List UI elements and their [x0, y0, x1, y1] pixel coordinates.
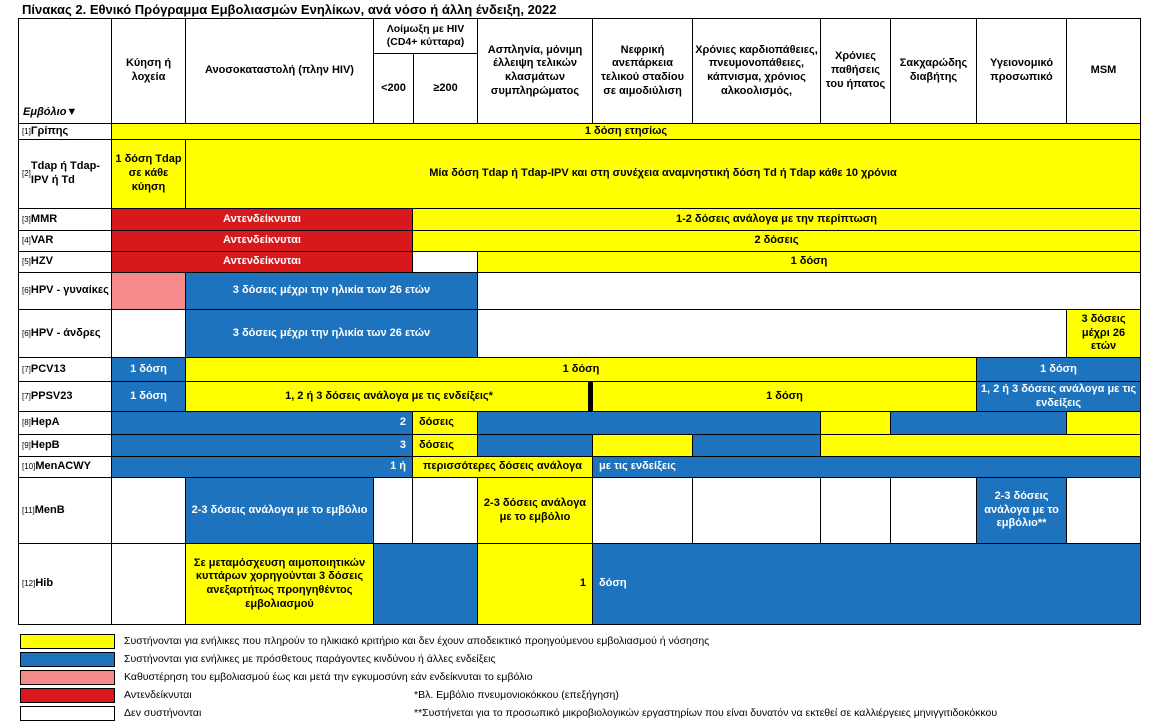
hepa-yellow-msm — [1066, 411, 1141, 435]
menacwy-3: με τις ενδείξεις — [592, 456, 1141, 478]
row-label-mmr — [18, 208, 112, 231]
vaccine-name: HPV - γυναίκες — [30, 284, 109, 297]
header-msm: MSM — [1066, 18, 1141, 124]
menacwy-1: 1 ή — [111, 456, 413, 478]
menb-empty-2 — [412, 477, 478, 544]
mmr-recommendation: 1-2 δόσεις ανάλογα με την περίπτωση — [412, 208, 1141, 231]
menb-empty-4 — [692, 477, 821, 544]
menacwy-2: περισσότερες δόσεις ανάλογα — [412, 456, 593, 478]
vaccine-name: PCV13 — [30, 362, 66, 375]
header-healthcare: Υγειονομικό προσωπικό — [976, 18, 1067, 124]
var-contraindicated: Αντενδείκνυται — [111, 230, 413, 252]
hib-dose-word: δόση — [592, 543, 1141, 625]
row-label-var — [18, 230, 112, 252]
menb-empty-5 — [820, 477, 891, 544]
menb-empty-3 — [592, 477, 693, 544]
hzv-hiv-ge200-empty — [412, 251, 478, 273]
row-label-hepb — [18, 434, 112, 457]
legend-text: Καθυστέρηση του εμβολιασμού έως και μετά την εγκυμοσύνη εάν ενδείκνυται το εμβόλιο — [124, 671, 533, 683]
legend-swatch-blue — [20, 652, 115, 667]
hpv-men-msm: 3 δόσεις μέχρι 26 ετών — [1066, 309, 1141, 358]
header-hiv-below-200: <200 — [374, 54, 414, 124]
flu-recommendation: 1 δόση ετησίως — [111, 123, 1141, 140]
legend-swatch-white — [20, 706, 115, 721]
row-label-menb — [18, 477, 112, 544]
footnote-ref: [11] — [22, 505, 35, 515]
legend-swatch-pink — [20, 670, 115, 685]
vaccine-name: HepA — [30, 416, 60, 429]
row-label-flu — [18, 123, 112, 140]
var-recommendation: 2 δόσεις — [412, 230, 1141, 252]
vaccine-name: PPSV23 — [30, 389, 73, 402]
menb-immuno: 2-3 δόσεις ανάλογα με το εμβόλιο — [185, 477, 374, 544]
vaccine-name: Γρίπης — [30, 124, 69, 137]
footnote-ref: [7] — [22, 364, 31, 374]
hpv-women-recommendation: 3 δόσεις μέχρι την ηλικία των 26 ετών — [185, 272, 478, 310]
hepb-blue-2 — [477, 434, 593, 457]
hepb-yellow-rest — [820, 434, 1141, 457]
hepb-blue-3 — [692, 434, 821, 457]
ppsv23-pregnancy: 1 δόση — [111, 381, 186, 412]
header-immunosuppression: Ανοσοκαταστολή (πλην HIV) — [185, 18, 374, 124]
hib-preg-empty — [111, 543, 186, 625]
row-label-ppsv23 — [18, 381, 112, 412]
header-liver: Χρόνιες παθήσεις του ήπατος — [820, 18, 891, 124]
footnote-2: **Συστήνεται για το προσωπικό μικροβιολογικών εργαστηρίων που είναι δυνατόν να εκτεθεί σε καλλιέργειες μηνιγγιτιδοκόκκου — [414, 707, 998, 719]
hepa-number: 2 — [111, 411, 413, 435]
footnote-ref: [1] — [22, 126, 31, 136]
legend-text: Αντενδείκνυται — [124, 689, 192, 701]
header-diabetes: Σακχαρώδης διαβήτης — [890, 18, 977, 124]
header-asplenia: Ασπληνία, μόνιμη έλλειψη τελικών κλασμάτων συμπληρώματος — [477, 18, 593, 124]
page-title: Πίνακας 2. Εθνικό Πρόγραμμα Εμβολιασμών Ενηλίκων, ανά νόσο ή άλλη ένδειξη, 2022 — [22, 2, 557, 17]
row-label-hzv — [18, 251, 112, 273]
header-hiv: Λοίμωξη με HIV (CD4+ κύτταρα) — [374, 19, 477, 54]
ppsv23-recommendation-2: 1 δόση — [592, 381, 977, 412]
row-label-tdap — [18, 139, 112, 209]
menb-preg-empty — [111, 477, 186, 544]
hepa-blue-3 — [890, 411, 1067, 435]
tdap-recommendation: Μία δόση Tdap ή Tdap-IPV και στη συνέχεια αναμνηστική δόση Td ή Tdap κάθε 10 χρόνια — [185, 139, 1141, 209]
hib-immuno: Σε μεταμόσχευση αιμοποιητικών κυττάρων χορηγούνται 3 δόσεις ανεξαρτήτως προηγηθέντος εμβολιασμού — [185, 543, 374, 625]
row-label-hpvm — [18, 309, 112, 358]
pcv13-health-msm: 1 δόση — [976, 357, 1141, 382]
header-pregnancy: Κύηση ή λοχεία — [111, 18, 186, 124]
hzv-contraindicated: Αντενδείκνυται — [111, 251, 413, 273]
vaccine-name: Hib — [35, 577, 54, 590]
row-label-hpvw — [18, 272, 112, 310]
legend-swatch-yellow — [20, 634, 115, 649]
hepa-blue-2 — [477, 411, 821, 435]
legend-text: Συστήνονται για ενήλικες που πληρούν το ηλικιακό κριτήριο και δεν έχουν αποδεικτικό προηγούμενου εμβολιασμού ή νόσησης — [124, 635, 710, 647]
ppsv23-recommendation-1: 1, 2 ή 3 δόσεις ανάλογα με τις ενδείξεις* — [185, 381, 593, 412]
footnote-ref: [5] — [22, 257, 31, 266]
footnote-ref: [4] — [22, 236, 31, 245]
vaccine-name: VAR — [30, 234, 54, 247]
hib-number: 1 — [477, 543, 593, 625]
ppsv23-health-msm: 1, 2 ή 3 δόσεις ανάλογα με τις ενδείξεις — [976, 381, 1141, 412]
hepa-doses-word: δόσεις — [412, 411, 478, 435]
mmr-contraindicated: Αντενδείκνυται — [111, 208, 413, 231]
vaccine-name: Tdap ή Tdap-IPV ή Td — [30, 160, 100, 186]
legend-text: Συστήνονται για ενήλικες με πρόσθετους παράγοντες κινδύνου ή άλλες ενδείξεις — [124, 653, 496, 665]
pcv13-pregnancy: 1 δόση — [111, 357, 186, 382]
vaccine-name: HepB — [30, 438, 60, 451]
hpv-men-pregnancy-empty — [111, 309, 186, 358]
header-vaccine: Εμβόλιο▼ — [18, 18, 112, 124]
vaccine-name: HPV - άνδρες — [30, 326, 101, 339]
menb-asplenia: 2-3 δόσεις ανάλογα με το εμβόλιο — [477, 477, 593, 544]
footnote-ref: [7] — [22, 391, 31, 401]
header-hiv-above-200: ≥200 — [433, 82, 458, 95]
row-label-pcv13 — [18, 357, 112, 382]
header-renal: Νεφρική ανεπάρκεια τελικού σταδίου σε αιμοδιύλιση — [592, 18, 693, 124]
tdap-pregnancy: 1 δόση Tdap σε κάθε κύηση — [111, 139, 186, 209]
row-label-menacwy — [18, 456, 112, 478]
vaccine-name: HZV — [30, 255, 53, 268]
hpv-women-empty — [477, 272, 1141, 310]
footnote-ref: [2] — [22, 169, 31, 178]
footnote-ref: [10] — [22, 462, 36, 471]
vaccine-name: MMR — [30, 212, 58, 225]
legend-swatch-red — [20, 688, 115, 703]
pcv13-recommendation: 1 δόση — [185, 357, 977, 382]
menb-empty-6 — [890, 477, 977, 544]
footnote-ref: [3] — [22, 214, 31, 224]
hepb-number: 3 — [111, 434, 413, 457]
menb-health: 2-3 δόσεις ανάλογα με το εμβόλιο** — [976, 477, 1067, 544]
row-label-hepa — [18, 411, 112, 435]
legend-text: Δεν συστήνονται — [124, 707, 202, 719]
footnote-ref: [6] — [22, 328, 31, 338]
footnote-ref: [9] — [22, 440, 31, 450]
header-cardio: Χρόνιες καρδιοπάθειες, πνευμονοπάθειες, κάπνισμα, χρόνιος αλκοολισμός, — [692, 18, 821, 124]
vaccine-name: MenB — [34, 503, 65, 516]
footnote-ref: [8] — [22, 418, 31, 427]
header-hiv-group — [373, 18, 478, 124]
footnote-ref: [6] — [22, 286, 31, 295]
hpv-women-pregnancy-delay — [111, 272, 186, 310]
hpv-men-empty — [477, 309, 1067, 358]
menb-empty-1 — [373, 477, 413, 544]
vaccine-name: MenACWY — [35, 460, 91, 473]
hib-blue-hiv — [373, 543, 478, 625]
hepb-doses-word: δόσεις — [412, 434, 478, 457]
hepb-yellow-renal — [592, 434, 693, 457]
footnote-1: *Βλ. Εμβόλιο πνευμονιοκόκκου (επεξήγηση) — [414, 689, 619, 701]
row-label-hib — [18, 543, 112, 625]
menb-empty-7 — [1066, 477, 1141, 544]
hpv-men-recommendation: 3 δόσεις μέχρι την ηλικία των 26 ετών — [185, 309, 478, 358]
hepa-yellow-liver — [820, 411, 891, 435]
footnote-ref: [12] — [22, 579, 36, 588]
hzv-recommendation: 1 δόση — [477, 251, 1141, 273]
